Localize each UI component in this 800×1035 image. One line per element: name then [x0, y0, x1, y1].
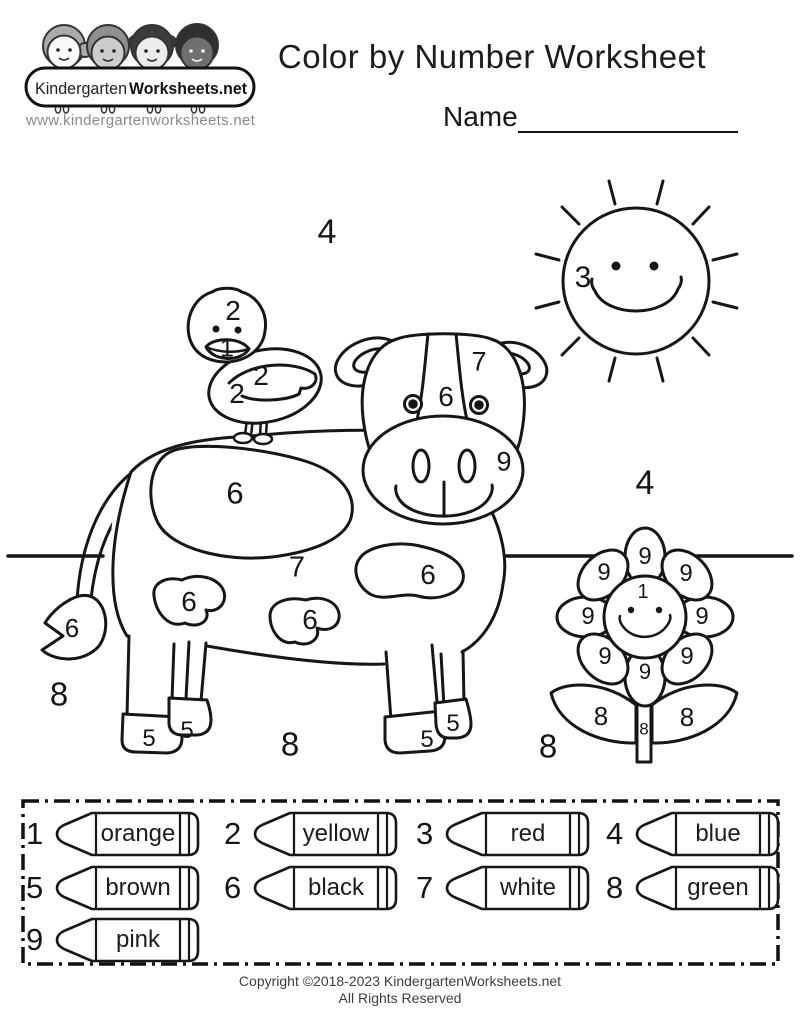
key-item-6 [224, 864, 402, 912]
key-color-label: red [510, 820, 546, 847]
key-item-9 [26, 916, 204, 964]
key-color-label: blue [695, 820, 741, 847]
key-number: 5 [26, 870, 44, 905]
scene-number-5: 5 [142, 725, 156, 752]
rights-line: All Rights Reserved [338, 990, 462, 1006]
scene-number-9: 9 [679, 560, 693, 587]
scene-number-2: 2 [253, 360, 269, 391]
scene-number-2: 2 [229, 378, 245, 409]
key-color-label: orange [100, 820, 176, 847]
key-number: 4 [606, 816, 624, 851]
scene-number-9: 9 [638, 543, 652, 570]
scene-number-5: 5 [420, 726, 434, 753]
scene-number-8: 8 [49, 675, 69, 713]
key-item-1 [26, 810, 204, 858]
key-item-3 [416, 810, 594, 858]
key-color-label: pink [115, 926, 161, 953]
key-number: 6 [224, 870, 242, 905]
key-color-label: yellow [302, 820, 370, 847]
key-number: 8 [606, 870, 624, 905]
scene-number-7: 7 [471, 346, 487, 377]
scene-number-6: 6 [302, 604, 318, 635]
scene-number-8: 8 [538, 727, 558, 765]
key-item-5 [26, 864, 204, 912]
key-color-label: green [687, 874, 749, 901]
scene-number-6: 6 [438, 381, 454, 412]
scene-number-9: 9 [496, 446, 512, 477]
scene-number-8: 8 [593, 701, 609, 731]
scene-number-8: 8 [280, 725, 300, 763]
scene-number-8: 8 [679, 702, 695, 732]
scene-number-5: 5 [180, 717, 194, 744]
key-item-8 [606, 864, 784, 912]
scene-number-4: 4 [317, 213, 337, 251]
logo-text-kindergarten: Kindergarten [35, 79, 127, 98]
scene-number-4: 4 [635, 464, 655, 502]
scene-number-8: 8 [639, 719, 649, 739]
scene-number-1: 1 [637, 581, 649, 603]
scene-number-9: 9 [598, 643, 612, 670]
footer [0, 973, 800, 1007]
scene-number-6: 6 [420, 559, 436, 590]
key-number: 2 [224, 816, 242, 851]
key-color-label: white [499, 874, 557, 901]
scene-number-9: 9 [638, 659, 652, 684]
scene-number-6: 6 [64, 613, 80, 643]
key-item-4 [606, 810, 784, 858]
key-number: 3 [416, 816, 434, 851]
key-color-label: brown [105, 874, 171, 901]
scene-number-5: 5 [446, 710, 460, 737]
scene-number-1: 1 [220, 334, 234, 363]
scene-number-9: 9 [680, 643, 694, 670]
scene-number-6: 6 [226, 475, 244, 511]
key-item-2 [224, 810, 402, 858]
key-number: 9 [26, 922, 44, 957]
key-color-label: black [307, 874, 365, 901]
scene-number-7: 7 [288, 551, 306, 584]
name-label: Name [443, 101, 518, 132]
page-title: Color by Number Worksheet [277, 38, 707, 75]
scene-number-6: 6 [181, 586, 197, 617]
scene-number-2: 2 [225, 295, 241, 326]
site-url: www.kindergartenworksheets.net [26, 112, 256, 129]
logo-text-worksheets: Worksheets.net [129, 79, 248, 98]
key-number: 1 [26, 816, 44, 851]
key-number: 7 [416, 870, 434, 905]
scene-number-9: 9 [597, 559, 611, 586]
key-item-7 [416, 864, 594, 912]
scene-number-9: 9 [695, 603, 709, 630]
scene-number-3: 3 [574, 261, 592, 294]
copyright-line: Copyright ©2018-2023 KindergartenWorksheets.net [238, 973, 562, 989]
scene-number-9: 9 [581, 603, 595, 630]
